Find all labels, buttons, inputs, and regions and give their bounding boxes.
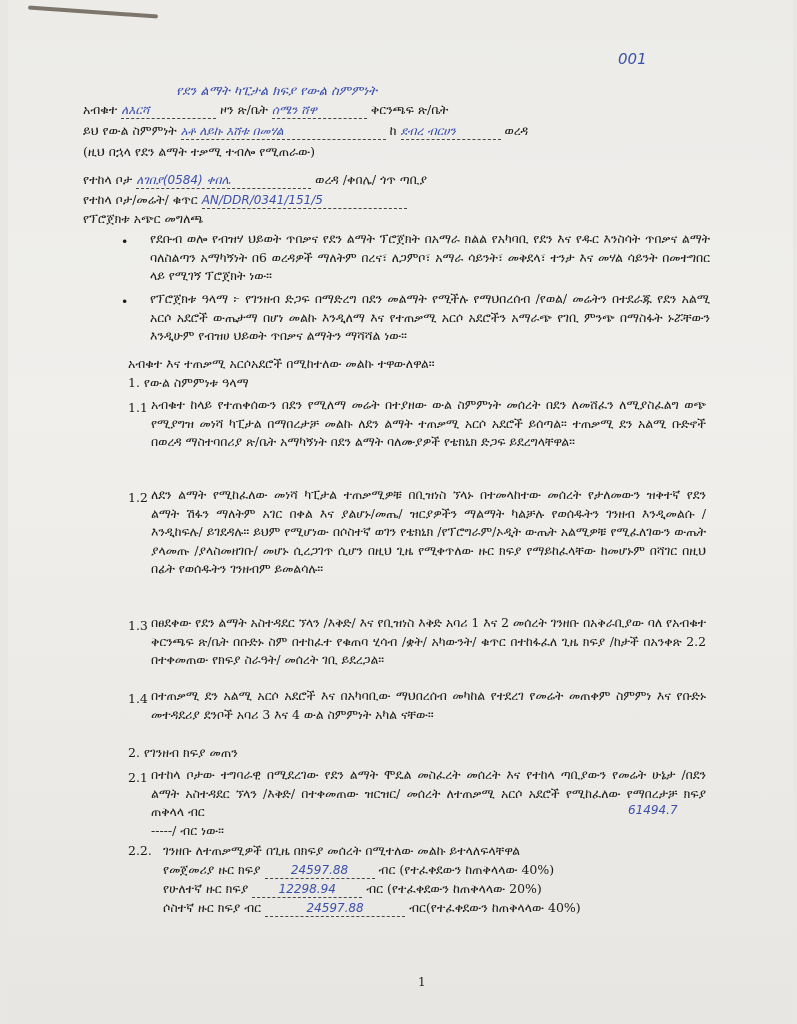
installment-percent: ብር(የተፈቀደውን ከጠቅላላው 40%) (409, 900, 581, 915)
header-row-3: (ዚህ በኋላ የደን ልማት ተቃሚ ተብሎ የሚጠራው) (83, 144, 316, 159)
section-title: የገንዘብ ክፍያ መጠን (143, 745, 238, 760)
para-2-1: በተከላ ቦታው ተግባራዊ በሚደረገው የደን ልማት ሞዴል መስፈረት መሰረት እና የተከላ ጣቢያውን የመሬት ሁኔታ /በደን ልማት አስተዳደር ኘላን /እቅድ/ በተቀመጠው ዝርዝር/ መሰረት ለተጠቃሚ አርሶ አደሮች የሚከፈለው የማበረታቻ ክፍያ ጠቅላላ ብር (151, 767, 706, 819)
bullet-marker: • (121, 234, 129, 249)
label-woreda-kebele: ወረዳ /ቀበሌ/ ጎጥ ጣቢያ (315, 172, 428, 187)
installment-label: የሁለተኛ ዙር ክፍያ (163, 881, 249, 896)
label-land-number: የተከላ ቦታ/መሬት/ ቁጥር (83, 192, 198, 207)
section-number: 2. (128, 745, 140, 760)
pen-shadow (28, 5, 158, 18)
installment-row (163, 900, 581, 917)
value-party-name: አቶ ለይኩ እሸቱ በመሃል (180, 124, 284, 138)
value-zone: ሰሜን ሸዋ (271, 103, 317, 117)
para-1-4: በተጠቃሚ ደን አልሚ አርሶ አደሮች እና በአካባቢው ማህበረሰብ መካከል የተደረገ የመሬት መጠቀም ስምምነ እና የቡድኑ መተዳደሪያ ደንቦች አባሪ 3 እና 4 ውል ስምምነት አካል ናቸው። (151, 688, 706, 722)
header-row-2 (83, 123, 528, 140)
value-land-number: AN/DDR/0341/151/5 (201, 193, 323, 207)
installment-percent: ብር (የተፈቀደውን ከጠቅላላው 40%) (378, 862, 555, 877)
bullet-project-objective: የፕሮጀክቱ ዓላማ ፦ የገንዘብ ድጋፍ በማድረግ በደን መልማት የሚችሉ የማህበረሰብ /የወል/ መሬትን በተደራጁ የደን አልሚ አርሶ አደሮች ውጤታማ በሆነ መልኩ እንዲለማ እና የተጠቃሚ አርሶ አደሮችን አማራጭ የገቢ ምንጭ በማስፋት ኑሯቸውን እንዲሁም የብዝሀ ህይወት ጥበቃና ልማትን ማሻሻል ነው። (150, 291, 710, 343)
header-row-5 (83, 192, 407, 209)
installment-label: የመጀመሪያ ዙር ክፍያ (163, 862, 261, 877)
page-reference: 001 (618, 50, 647, 68)
label-branch-office: ቅርንጫፍ ጽ/ቤት (370, 102, 449, 117)
para-1-2: ለደን ልማት የሚከፈለው መነሻ ካፒታል ተጠቃሚዎቹ በቢዝነስ ኘላኑ በተመላከተው መሰረት የታለመውን ዝቅተኛ የደን ልማት ሽፋን ማለትም አገር በቀል እና ያልሆኑ/መጤ/ ዝርያዎችን ማልማት ካልቻሉ የወሰዱትን ገንዘብ እንዲመልሱ /እንዲከፍሉ/ ይገደዳሉ። ይህም የሚሆነው በሶስተኛ ወገን የቴክኒክ /የፕሮግራም/ኦዲት ውጤት አልሚዎቹ የሚፈለገውን ውጤት ያላመጡ /ያላስመዘገቡ/ መሆኑ ሲረጋገጥ ሲሆን በዚህ ጊዜ የሚቀጥለው ዙር ክፍያ የማይከፈላቸው ከመሆኑም በሻገር በዚህ በፊት የወሰዱትን ገንዘብም ይመልሳሉ። (151, 487, 706, 576)
para-number: 1.2 (128, 490, 148, 505)
installment-label: ሶስተኛ ዙር ክፍያ ብር (163, 900, 262, 915)
para-number: 1.1 (128, 400, 148, 415)
section-1-heading (128, 375, 249, 391)
section-2-heading (128, 745, 238, 761)
installment-amount: 12298.94 (278, 882, 336, 896)
bullet-project-description: የደቡብ ወሎ የብዝሃ ህይወት ጥበቃና የደን ልማት ፕሮጀክት በአማራ ክልል የአካባቢ የደን እና የዱር እንስሳት ጥበቃና ልማት ባለስልጣን አማካኝነት በ6 ወረዳዎች ማለትም በረና፣ ለጋምቦ፣ አማራ ሳይንት፣ መቅደላ፣ ተንታ እና መሃል ሳይንት በመተግበር ላይ የሚገኝ ፕሮጀክት ነው። (150, 231, 710, 283)
label-from: ከ (389, 123, 397, 138)
label-zone-office: ዞን ጽ/ቤት (220, 102, 268, 117)
page-number: 1 (418, 975, 426, 989)
document-page (8, 0, 793, 1024)
para-1-1: አብቁተ ከላይ የተጠቀሰውን በደን የሚለማ መሬት በተያዘው ውል ስምምነት መሰረት በደን ለመሸፈን ለሚያስፈልግ ወጭ የሚያግዝ መነሻ ካፒታል በማበረታቻ መልኩ ለደን ልማት ተጠቃሚ አርሶ አደሮች ይሰጣል። ተጠቃሚ ደን አልሚ ቡድኖች በወረዳ ማስተባበሪያ ጽ/ቤት አማካኝነት በደን ልማት ባለሙያዎች የቴክኒክ ድጋፍ ይደረግላቸዋል። (151, 397, 706, 449)
bullet-marker: • (121, 294, 129, 309)
para-1-3: በፀደቀው የደን ልማት አስተዳደር ኘላን /እቅድ/ እና የቢዝነስ እቅድ አባሪ 1 እና 2 መሰረት ገንዘቡ በአቅራቢያው ባለ የአብቁተ ቅርንጫፍ ጽ/ቤት በቡድኑ ስም በተከፈተ የቁጠባ ሂሳብ /ቋት/ አካውንት/ ቁጥር በተከፋፈለ ጊዜ ክፍያ /ከታች በአንቀጽ 2.2 በተቀመጠው የክፍያ ስራዓት/ መሰረት ገቢ ይደረጋል። (151, 615, 706, 667)
installment-percent: ብር (የተፈቀደውን ከጠቅላላው 20%) (366, 881, 542, 896)
installment-row (163, 862, 554, 879)
label-agreement: ይህ የውል ስምምነት (83, 123, 177, 138)
section-title: የውል ስምምነቱ ዓላማ (143, 375, 249, 390)
label-woreda: ወረዳ (504, 123, 529, 138)
installment-amount: 24597.88 (290, 863, 349, 877)
para-2-1-end: -----/ ብር ነው። (151, 823, 224, 838)
header-row-4 (83, 172, 427, 189)
value-woreda: ደብረ ብርሀን (400, 124, 456, 138)
header-row-1 (83, 102, 448, 119)
installment-row (163, 881, 542, 898)
para-number: 1.3 (128, 618, 148, 633)
label-planting-site: የተከላ ቦታ (83, 172, 133, 187)
contract-title: የደን ልማት ካፒታል ክፍያ የውል ስምምነት (176, 84, 378, 99)
para-number: 2.2. (128, 843, 152, 858)
para-number: 1.4 (128, 691, 148, 706)
para-number: 2.1 (128, 770, 148, 785)
para-2-2: ገንዘቡ ለተጠቃሚዎች በጊዜ በክፍያ መሰረት በሚተለው መልኩ ይተላለፍላቸዋል (163, 843, 521, 858)
section-number: 1. (128, 375, 140, 390)
label-abcti: አብቁተ (83, 102, 118, 117)
value-planting-site: ለገበያ(0584) ቀበሌ (136, 173, 231, 187)
total-amount: 61494.7 (628, 803, 678, 817)
project-summary-heading: የፕሮጀክቱ አጭር መግለጫ (83, 211, 204, 226)
value-abcti: ለእርሻ (121, 103, 150, 117)
intro-line: አብቁተ እና ተጠቃሚ አርሶአደሮች በሚከተለው መልኩ ተዋውለዋል። (128, 356, 435, 371)
installment-amount: 24597.88 (306, 901, 364, 915)
